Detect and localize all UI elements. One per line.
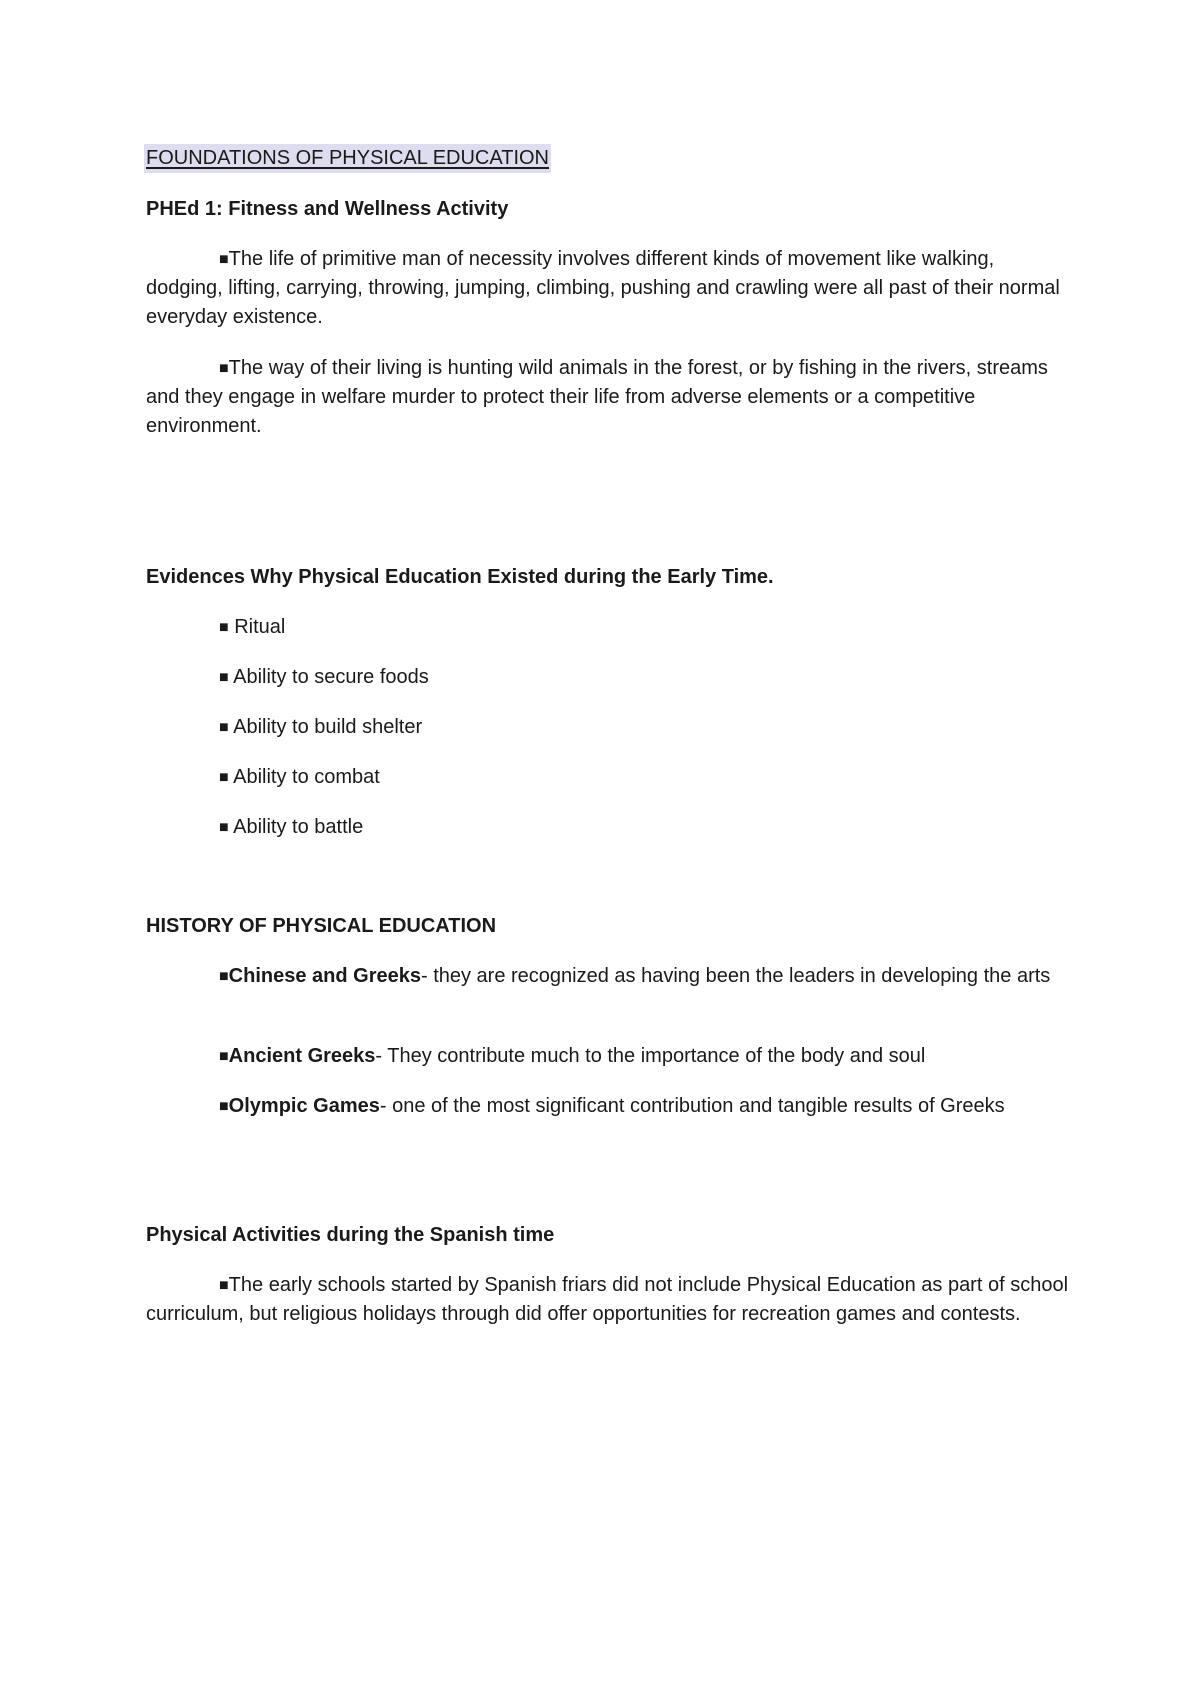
document-title-line: [146, 144, 1076, 173]
bullet-icon: ■: [219, 619, 229, 636]
evidence-item: [219, 813, 1059, 842]
evidence-item: [219, 763, 1059, 792]
history-item-term: Chinese and Greeks: [228, 965, 421, 987]
course-subtitle: PHEd 1: Fitness and Wellness Activity: [146, 198, 509, 220]
history-heading: HISTORY OF PHYSICAL EDUCATION: [146, 915, 497, 937]
intro-paragraph-2-text: The way of their living is hunting wild animals in the forest, or by fishing in the rivers, streams and they engage in welfare murder to protect their life from adverse elements or a competitive environment.: [146, 357, 1048, 437]
evidence-item-text: Ability to secure foods: [233, 666, 429, 688]
spanish-heading: Physical Activities during the Spanish time: [146, 1224, 555, 1246]
bullet-icon: ■: [219, 769, 229, 786]
evidence-item-text: Ritual: [234, 616, 286, 638]
evidences-heading: Evidences Why Physical Education Existed during the Early Time.: [146, 566, 774, 588]
history-item-text: - one of the most significant contribution and tangible results of Greeks: [379, 1095, 1005, 1117]
evidence-item-text: Ability to build shelter: [233, 716, 423, 738]
intro-paragraph-2: [146, 354, 1076, 441]
history-item-term: Ancient Greeks: [228, 1045, 376, 1067]
bullet-icon: ■: [219, 819, 229, 836]
bullet-icon: ■: [219, 1048, 229, 1065]
evidence-item-text: Ability to combat: [233, 766, 380, 788]
bullet-icon: ■: [219, 719, 229, 736]
bullet-icon: ■: [219, 669, 229, 686]
history-item: [219, 1092, 1059, 1121]
history-item: [219, 962, 1059, 991]
evidence-item: [219, 713, 1059, 742]
evidence-item-text: Ability to battle: [233, 816, 364, 838]
bullet-icon: ■: [219, 251, 229, 268]
spanish-paragraph-text: The early schools started by Spanish friars did not include Physical Education as part of school curriculum, but religious holidays through did offer opportunities for recreation games and contests.: [146, 1274, 1069, 1325]
evidence-item: [219, 663, 1059, 692]
bullet-icon: ■: [219, 968, 229, 985]
spanish-paragraph: [146, 1271, 1076, 1329]
intro-paragraph-1-text: The life of primitive man of necessity involves different kinds of movement like walking, dodging, lifting, carrying, throwing, jumping, climbing, pushing and crawling were all past of their normal everyday existence.: [146, 248, 1060, 328]
bullet-icon: ■: [219, 1098, 229, 1115]
document-title: FOUNDATIONS OF PHYSICAL EDUCATION: [144, 144, 551, 173]
history-item-term: Olympic Games: [228, 1095, 380, 1117]
evidence-item: [219, 613, 1059, 642]
bullet-icon: ■: [219, 360, 229, 377]
history-item-text: - They contribute much to the importance of the body and soul: [375, 1045, 926, 1067]
history-item-text: - they are recognized as having been the leaders in developing the arts: [420, 965, 1051, 987]
intro-paragraph-1: [146, 245, 1076, 332]
history-item: [219, 1042, 1059, 1071]
bullet-icon: ■: [219, 1277, 229, 1294]
